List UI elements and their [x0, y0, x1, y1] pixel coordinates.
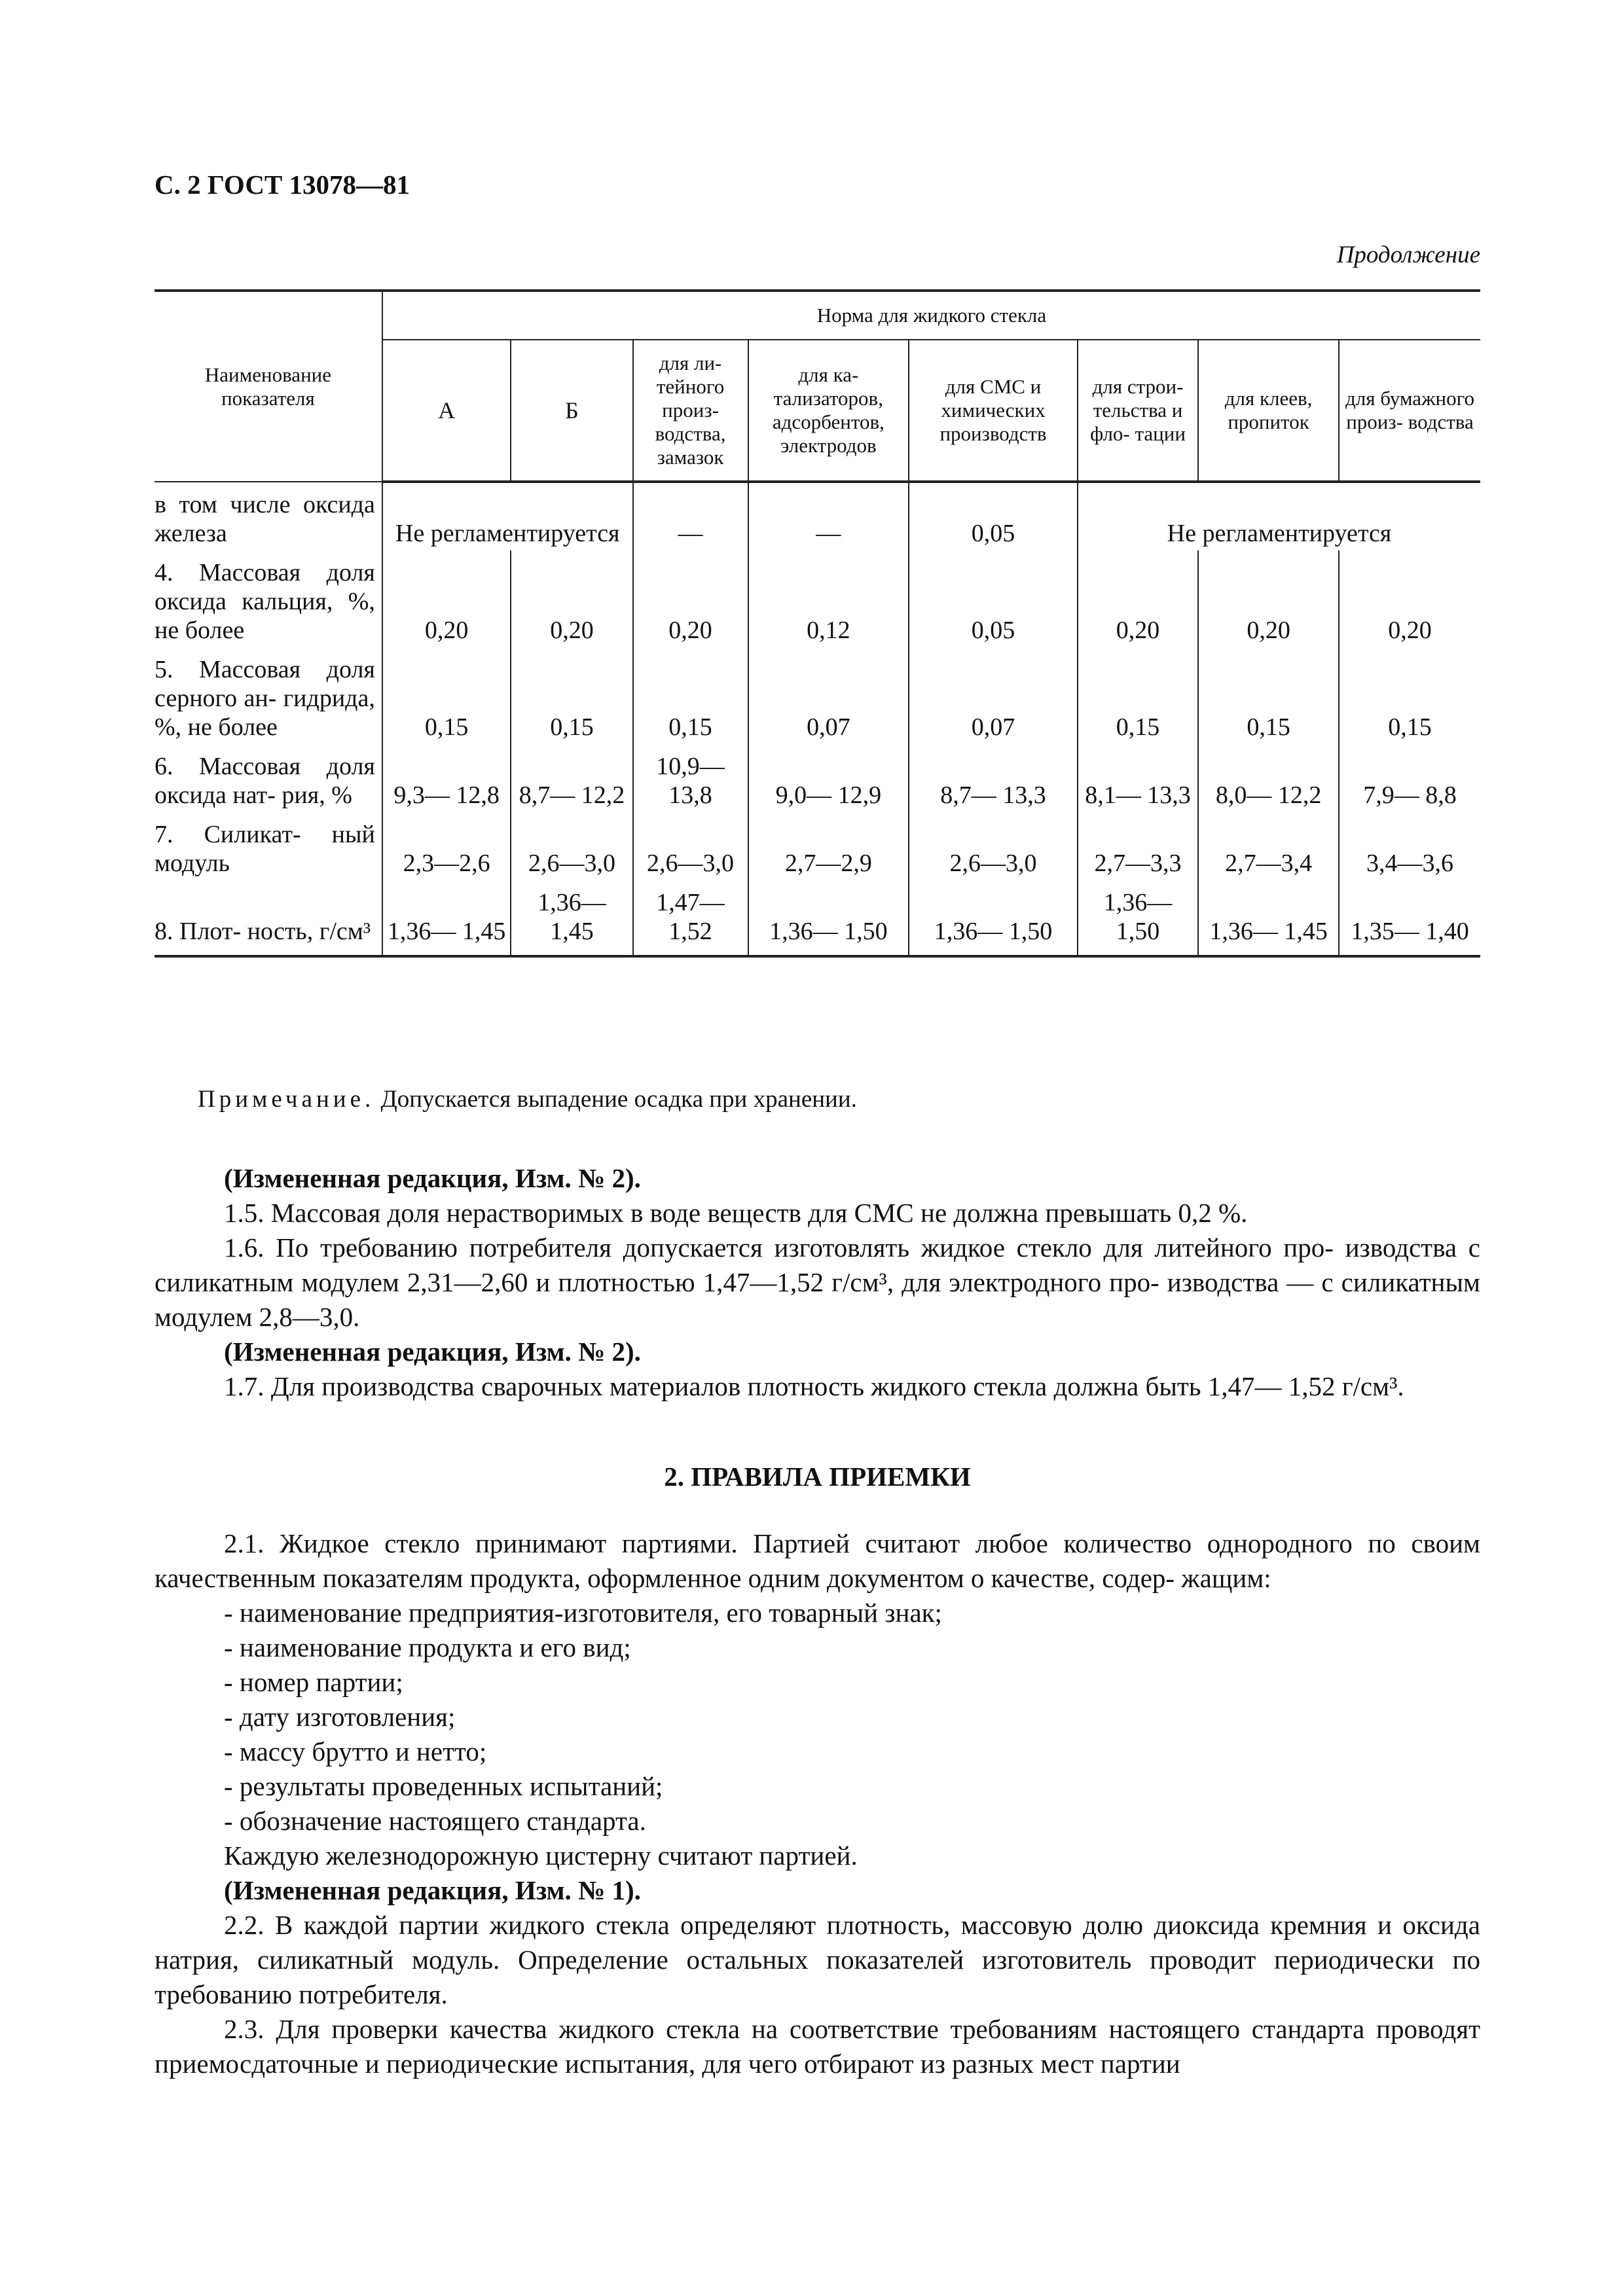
list-item: - наименование предприятия-изготовителя, его товарный знак; [224, 1598, 942, 1628]
table-cell: 8,7— 13,3 [909, 744, 1078, 812]
table-cell: 0,12 [748, 550, 909, 647]
table-cell: 10,9— 13,8 [633, 744, 748, 812]
table-cell: 1,47— 1,52 [633, 880, 748, 956]
paragraph: 2.1. Жидкое стекло принимают партиями. Партией считают любое количество однородного по своим качественным показателям продукта, оформленное одним документом о качестве, содер- жащим: [155, 1528, 1480, 1593]
revision-note: (Измененная редакция, Изм. № 2). [224, 1336, 641, 1367]
table-cell: 0,15 [382, 647, 511, 744]
page-header: С. 2 ГОСТ 13078—81 [155, 170, 410, 200]
list-item: - номер партии; [224, 1667, 403, 1697]
list-item: - результаты проведенных испытаний; [224, 1771, 663, 1801]
table-row [155, 812, 1480, 880]
paragraph: 1.7. Для производства сварочных материалов плотность жидкого стекла должна быть 1,47— 1,52 г/см³. [224, 1371, 1404, 1401]
table-cell: 8,0— 12,2 [1198, 744, 1339, 812]
list-item: Каждую железнодорожную цистерну считают партией. [224, 1840, 858, 1871]
table-cell: 2,6—3,0 [909, 812, 1078, 880]
revision-note: (Измененная редакция, Изм. № 2). [224, 1163, 641, 1193]
table-cell: 2,7—3,3 [1078, 812, 1198, 880]
row-label: в том числе оксида железа [155, 491, 375, 547]
row-label: 5. Массовая доля серного ан- гидрида, %, не более [155, 656, 375, 741]
table-cell: 2,6—3,0 [511, 812, 632, 880]
row-label: 8. Плот- ность, г/см³ [155, 880, 382, 956]
table-cell: 2,3—2,6 [382, 812, 511, 880]
table-cell: 1,36— 1,50 [909, 880, 1078, 956]
table-cell: Не регламентируется [1078, 482, 1480, 550]
table-cell: 0,05 [909, 550, 1078, 647]
table-cell: 0,20 [1198, 550, 1339, 647]
table-cell: 0,20 [633, 550, 748, 647]
revision-note: (Измененная редакция, Изм. № 1). [224, 1875, 641, 1905]
paragraph: 2.2. В каждой партии жидкого стекла определяют плотность, массовую долю диоксида кремния и оксида натрия, силикатный модуль. Определение остальных показателей изготовитель проводит периодически по требованию потребителя. [155, 1910, 1480, 2009]
column-header-indicator: Наименование показателя [155, 291, 382, 482]
table-cell: 8,7— 12,2 [511, 744, 632, 812]
paragraph: 1.5. Массовая доля нерастворимых в воде веществ для СМС не должна превышать 0,2 %. [224, 1198, 1248, 1228]
table-row [155, 647, 1480, 744]
table-cell: 0,15 [511, 647, 632, 744]
list-item: - массу брутто и нетто; [224, 1736, 487, 1767]
table-cell: 1,36— 1,50 [748, 880, 909, 956]
continuation-label: Продолжение [1336, 242, 1480, 268]
table-cell: 9,3— 12,8 [382, 744, 511, 812]
column-header: для клеев, пропиток [1198, 340, 1339, 482]
section-title: 2. ПРАВИЛА ПРИЕМКИ [664, 1462, 971, 1492]
table-cell: 1,36— 1,45 [1198, 880, 1339, 956]
table-cell: 2,7—2,9 [748, 812, 909, 880]
table-cell: 0,20 [382, 550, 511, 647]
row-label: 6. Массовая доля оксида нат- рия, % [155, 753, 375, 809]
column-header: для строи- тельства и фло- тации [1078, 340, 1198, 482]
table-cell: 2,7—3,4 [1198, 812, 1339, 880]
row-label: 7. Силикат- ный модуль [155, 821, 375, 877]
table-row [155, 482, 1480, 550]
column-header: для ли- тейного произ- водства, замазок [633, 340, 748, 482]
list-item: - наименование продукта и его вид; [224, 1632, 631, 1662]
table-cell: 0,20 [511, 550, 632, 647]
norm-table [155, 289, 1480, 958]
column-header: Б [511, 340, 632, 482]
table-cell: 0,15 [633, 647, 748, 744]
table-cell: 0,15 [1339, 647, 1480, 744]
table-cell: 8,1— 13,3 [1078, 744, 1198, 812]
table-cell: 0,15 [1078, 647, 1198, 744]
list-item: - обозначение настоящего стандарта. [224, 1806, 646, 1836]
table-cell: 0,07 [909, 647, 1078, 744]
table-cell: 0,15 [1198, 647, 1339, 744]
paragraphs-section-1 [155, 1161, 1480, 1404]
table-cell: 0,07 [748, 647, 909, 744]
table-cell: Не регламентируется [382, 482, 633, 550]
paragraph: 2.3. Для проверки качества жидкого стекла на соответствие требованиям настоящего стандарта проводят приемосдаточные и периодические испытания, для чего отбирают из разных мест партии [155, 2014, 1480, 2079]
column-group-header: Норма для жидкого стекла [382, 291, 1480, 340]
column-header: для ка- тализаторов, адсорбентов, электродов [748, 340, 909, 482]
note-text: Допускается выпадение осадка при хранении. [374, 1086, 857, 1113]
table-row [155, 550, 1480, 647]
paragraphs-section-2 [155, 1526, 1480, 2081]
table-cell: 2,6—3,0 [633, 812, 748, 880]
table-cell: 0,20 [1339, 550, 1480, 647]
list-item: - дату изготовления; [224, 1702, 456, 1732]
row-label: 4. Массовая доля оксида кальция, %, не более [155, 559, 375, 644]
table-cell: — [633, 482, 748, 550]
table-row [155, 880, 1480, 956]
table-cell: 0,05 [909, 482, 1078, 550]
table-cell: 3,4—3,6 [1339, 812, 1480, 880]
table-cell: 7,9— 8,8 [1339, 744, 1480, 812]
table-cell: 1,36— 1,50 [1078, 880, 1198, 956]
table-cell: — [748, 482, 909, 550]
paragraph: 1.6. По требованию потребителя допускается изготовлять жидкое стекло для литейного про- изводства с силикатным модулем 2,31—2,60 и плотностью 1,47—1,52 г/см³, для электродного про- изводства — с силикатным модулем 2,8—3,0. [155, 1232, 1480, 1332]
table-cell: 1,35— 1,40 [1339, 880, 1480, 956]
table-cell: 9,0— 12,9 [748, 744, 909, 812]
column-header: А [382, 340, 511, 482]
table-cell: 1,36— 1,45 [511, 880, 632, 956]
table-note [198, 1085, 857, 1113]
column-header: для бумажного произ- водства [1339, 340, 1480, 482]
table-row [155, 744, 1480, 812]
table-cell: 0,20 [1078, 550, 1198, 647]
table-cell: 1,36— 1,45 [382, 880, 511, 956]
column-header: для СМС и химических производств [909, 340, 1078, 482]
note-label: Примечание. [198, 1086, 375, 1113]
